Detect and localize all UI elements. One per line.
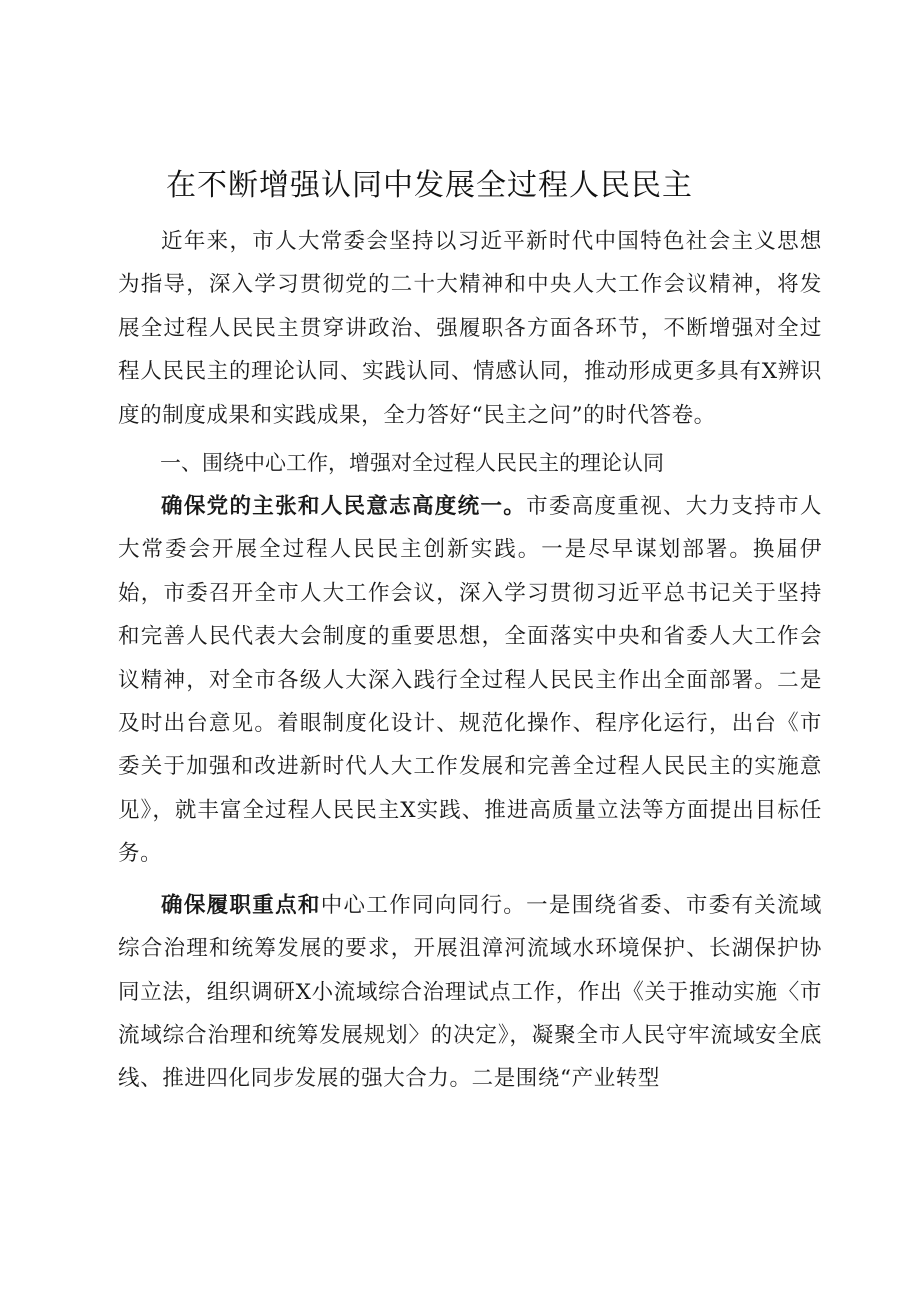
page-title: 在不断增强认同中发展全过程人民民主 (166, 168, 693, 203)
intro-paragraph: 近年来，市人大常委会坚持以习近平新时代中国特色社会主义思想为指导，深入学习贯彻党的二十大精神和中央人大工作会议精神，将发展全过程人民民主贯穿讲政治、强履职各方面各环节，不断增强对全过程人民民主的理论认同、实践认同、情感认同，推动形成更多具有X辨识度的制度成果和实践成果，全力答好“民主之问”的时代答卷。 (118, 229, 822, 428)
paragraph-1-lead: 确保党的主张和人民意志高度统一。 (161, 494, 527, 520)
paragraph-1-body: 市委高度重视、大力支持市人大常委会开展全过程人民民主创新实践。一是尽早谋划部署。换届伊始，市委召开全市人大工作会议，深入学习贯彻习近平总书记关于坚持和完善人民代表大会制度的重要思想，全面落实中央和省委人大工作会议精神，对全市各级人大深入践行全过程人民民主作出全面部署。二是及时出台意见。着眼制度化设计、规范化操作、程序化运行，出台《市委关于加强和改进新时代人大工作发展和完善全过程人民民主的实施意见》，就丰富全过程人民民主X实践、推进高质量立法等方面提出目标任务。 (118, 494, 822, 867)
section-heading: 一、围绕中心工作，增强对全过程人民民主的理论认同 (160, 451, 664, 476)
paragraph-2 (118, 884, 822, 1101)
paragraph-2-body: 中心工作同向同行。一是围绕省委、市委有关流域综合治理和统筹发展的要求，开展沮漳河流域水环境保护、长湖保护协同立法，组织调研X小流域综合治理试点工作，作出《关于推动实施〈市流域综合治理和统筹发展规划〉的决定》，凝聚全市人民守牢流域安全底线、推进四化同步发展的强大合力。二是围绕“产业转型 (118, 892, 823, 1092)
paragraph-2-lead: 确保履职重点和 (161, 892, 321, 918)
paragraph-1 (118, 485, 822, 876)
